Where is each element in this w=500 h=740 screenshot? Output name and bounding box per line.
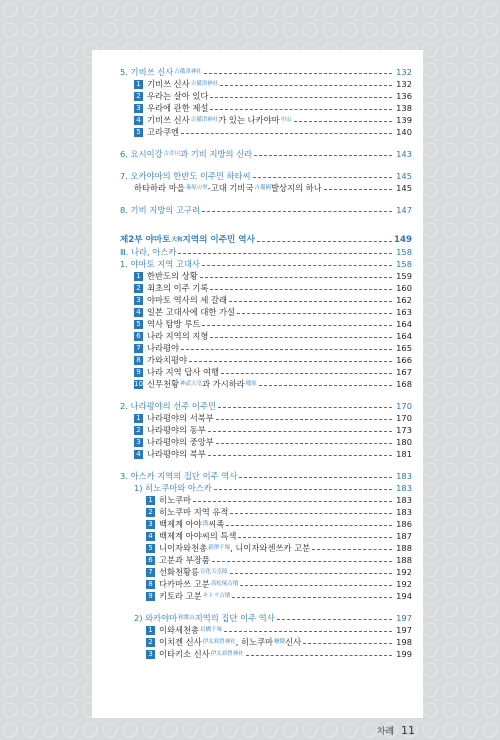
toc-entry[interactable]: [120, 636, 412, 648]
dot-leader: [238, 537, 392, 538]
entry-title: 5. 기비쓰 신사: [120, 67, 174, 77]
entry-page-number: 183: [396, 471, 412, 481]
toc-entry[interactable]: [120, 506, 412, 518]
entry-page-number: 188: [396, 555, 412, 565]
entry-number-badge: 4: [146, 532, 155, 541]
dot-leader: [257, 241, 392, 242]
entry-hanja: 秦原の里: [185, 185, 208, 191]
toc-entry[interactable]: [120, 148, 412, 160]
entry-title-cont: , 니이자와센쓰카 고분: [230, 543, 311, 553]
dot-leader: [312, 549, 392, 550]
entry-page-number: 194: [396, 591, 412, 601]
entry-title: 최초의 이주 기록: [147, 283, 209, 293]
dot-leader: [202, 211, 392, 212]
entry-number-badge: 1: [146, 496, 155, 505]
entry-number-badge: 10: [134, 379, 143, 388]
toc-entry[interactable]: [120, 204, 412, 216]
entry-page-number: 158: [396, 247, 412, 257]
entry-number-badge: 5: [134, 128, 143, 137]
entry-number-badge: 4: [134, 450, 143, 459]
entry-number-badge: 3: [146, 520, 155, 529]
entry-page-number: 183: [396, 495, 412, 505]
entry-hanja: 吉井川: [163, 151, 181, 157]
entry-hanja: 伊太祁曾神社: [210, 651, 244, 657]
entry-title: 고분과 부장품: [159, 555, 210, 565]
dot-leader: [239, 477, 392, 478]
dot-leader: [230, 513, 392, 514]
toc-entry[interactable]: [120, 342, 412, 354]
entry-page-number: 192: [396, 579, 412, 589]
entry-title: 8. 기비 지방의 고구려: [120, 205, 200, 215]
toc-entry[interactable]: [120, 378, 412, 390]
entry-title: 니이자와천총: [159, 543, 208, 553]
entry-page-number: 159: [396, 271, 412, 281]
entry-page-number: 132: [396, 79, 412, 89]
entry-title-cont: , 히노쿠마: [235, 637, 274, 647]
entry-number-badge: 2: [146, 638, 155, 647]
toc-entry[interactable]: [120, 170, 412, 182]
dot-leader: [202, 325, 392, 326]
entry-title: 다카마쓰 고분: [159, 579, 210, 589]
page-number: 11: [401, 724, 415, 737]
entry-hanja: 伊太祁曾神社: [202, 639, 236, 645]
toc-entry[interactable]: [120, 436, 412, 448]
footer-label: 차례: [376, 727, 395, 737]
entry-title: 나라평야의 서북부: [147, 413, 214, 423]
dot-leader: [218, 407, 392, 408]
entry-title: 우라는 살아 있다: [147, 91, 209, 101]
entry-page-number: 163: [396, 307, 412, 317]
entry-page-number: 145: [396, 171, 412, 181]
entry-title: 백제계 아야: [159, 519, 202, 529]
entry-page-number: 158: [396, 259, 412, 269]
entry-number-badge: 8: [134, 356, 143, 365]
entry-page-number: 138: [396, 103, 412, 113]
toc-entry[interactable]: [120, 470, 412, 482]
entry-page-number: 188: [396, 543, 412, 553]
dot-leader: [303, 643, 392, 644]
entry-title-cont: 신사: [285, 637, 302, 647]
dot-leader: [220, 85, 392, 86]
toc-entry[interactable]: [120, 114, 412, 126]
entry-number-badge: 1: [134, 414, 143, 423]
entry-title: 가와치평야: [147, 355, 188, 365]
page-footer: [377, 724, 415, 737]
entry-title-cont: 씨족: [208, 519, 225, 529]
entry-title: 역사 탐방 루트: [147, 319, 201, 329]
toc-entry[interactable]: [120, 66, 412, 78]
dot-leader: [181, 349, 392, 350]
entry-page-number: 197: [396, 625, 412, 635]
entry-title: 히노쿠마: [159, 495, 192, 505]
entry-title: 하타하라 마을: [134, 183, 185, 193]
spacer: [120, 460, 412, 470]
entry-number-badge: 1: [146, 626, 155, 635]
dot-leader: [277, 619, 392, 620]
toc-entry[interactable]: [120, 448, 412, 460]
entry-page-number: 147: [396, 205, 412, 215]
toc-entry[interactable]: [120, 318, 412, 330]
entry-title: 나라평야의 중앙부: [147, 437, 214, 447]
entry-title: 나라 지역 답사 여행: [147, 367, 220, 377]
entry-page-number: 183: [396, 483, 412, 493]
entry-title: 3. 아스카 지역의 집단 이주 역사: [120, 471, 238, 481]
entry-hanja: 橿原: [245, 381, 257, 387]
dot-leader: [216, 419, 392, 420]
spacer: [120, 602, 412, 612]
entry-number-badge: 2: [134, 284, 143, 293]
entry-title: 1) 히노쿠마와 아스카: [134, 483, 212, 493]
toc-entry[interactable]: [120, 282, 412, 294]
entry-title: 6. 요시이강: [120, 149, 163, 159]
dot-leader: [210, 109, 392, 110]
dot-leader: [193, 501, 392, 502]
entry-number-badge: 1: [134, 80, 143, 89]
dot-leader: [210, 337, 392, 338]
dot-leader: [204, 73, 392, 74]
entry-title: 히노쿠마 지역 유적: [159, 507, 229, 517]
entry-title: 야마토 역사의 세 갈래: [147, 295, 228, 305]
entry-page-number: 173: [396, 425, 412, 435]
toc-entry[interactable]: [120, 530, 412, 542]
entry-number-badge: 6: [146, 556, 155, 565]
spacer: [120, 160, 412, 170]
dot-leader: [212, 561, 392, 562]
dot-leader: [294, 121, 392, 122]
dot-leader: [216, 443, 392, 444]
spacer: [120, 194, 412, 204]
entry-number-badge: 1: [134, 272, 143, 281]
entry-hanja: 高松塚古墳: [210, 581, 239, 587]
entry-page-number: 160: [396, 283, 412, 293]
spacer: [120, 390, 412, 400]
entry-title: 이와세천총: [159, 625, 200, 635]
toc-entry[interactable]: [120, 294, 412, 306]
table-of-contents: [120, 66, 412, 660]
entry-number-badge: 7: [146, 568, 155, 577]
toc-entry[interactable]: [120, 624, 412, 636]
entry-number-badge: 3: [134, 438, 143, 447]
entry-page-number: 162: [396, 295, 412, 305]
entry-title: 신무천황: [147, 379, 180, 389]
entry-number-badge: 9: [146, 592, 155, 601]
entry-page-number: 149: [394, 235, 412, 245]
entry-page-number: 164: [396, 331, 412, 341]
entry-hanja: キトラ古墳: [202, 593, 231, 599]
entry-title: 고라쿠엔: [147, 127, 180, 137]
entry-title: 선화천황릉: [159, 567, 200, 577]
dot-leader: [240, 585, 392, 586]
toc-entry[interactable]: [120, 258, 412, 270]
entry-number-badge: 4: [134, 116, 143, 125]
entry-page-number: 181: [396, 449, 412, 459]
dot-leader: [230, 573, 392, 574]
entry-title-cont: 지역의 이주민 역사: [182, 235, 255, 245]
entry-hanja: 吉備國: [254, 185, 271, 191]
dot-leader: [178, 253, 392, 254]
entry-title: 키토라 고분: [159, 591, 202, 601]
entry-title-cont: 지역의 집단 이주 역사: [194, 613, 275, 623]
entry-page-number: 165: [396, 343, 412, 353]
toc-entry[interactable]: [120, 354, 412, 366]
dot-leader: [246, 655, 392, 656]
entry-page-number: 139: [396, 115, 412, 125]
dot-leader: [232, 597, 392, 598]
entry-title: 나라평야의 동부: [147, 425, 206, 435]
entry-number-badge: 5: [146, 544, 155, 553]
dot-leader: [259, 385, 392, 386]
dot-leader: [208, 455, 392, 456]
toc-entry[interactable]: [120, 482, 412, 494]
entry-page-number: 170: [396, 401, 412, 411]
entry-number-badge: 5: [134, 320, 143, 329]
dot-leader: [226, 525, 392, 526]
toc-entry[interactable]: [120, 366, 412, 378]
dot-leader: [200, 277, 392, 278]
entry-page-number: 187: [396, 531, 412, 541]
entry-page-number: 192: [396, 567, 412, 577]
entry-page-number: 199: [396, 649, 412, 659]
entry-title: 백제계 아야씨의 특색: [159, 531, 237, 541]
entry-page-number: 186: [396, 519, 412, 529]
entry-page-number: 145: [396, 183, 412, 193]
dot-leader: [253, 177, 392, 178]
dot-leader: [189, 361, 392, 362]
toc-entry[interactable]: [120, 126, 412, 138]
toc-entry[interactable]: [120, 306, 412, 318]
entry-hanja: 吉備津神社: [174, 69, 202, 75]
dot-leader: [237, 313, 392, 314]
entry-title: 일본 고대사에 대한 가설: [147, 307, 236, 317]
entry-hanja: 中山: [280, 117, 292, 123]
dot-leader: [214, 489, 392, 490]
entry-page-number: 170: [396, 413, 412, 423]
entry-number-badge: 2: [146, 508, 155, 517]
dot-leader: [224, 631, 392, 632]
entry-hanja: 吉備津神社: [190, 117, 219, 123]
entry-page-number: 197: [396, 613, 412, 623]
dot-leader: [210, 289, 392, 290]
entry-hanja: 和歌山: [178, 615, 195, 621]
entry-number-badge: 9: [134, 368, 143, 377]
entry-title: 나라평야: [147, 343, 180, 353]
book-page: [92, 50, 423, 718]
dot-leader: [254, 155, 392, 156]
entry-page-number: 198: [396, 637, 412, 647]
entry-number-badge: 3: [146, 650, 155, 659]
toc-entry[interactable]: [120, 102, 412, 114]
entry-page-number: 183: [396, 507, 412, 517]
entry-title: 이치젠 신사: [159, 637, 202, 647]
toc-entry[interactable]: [120, 90, 412, 102]
entry-title: 기비쓰 신사: [147, 115, 190, 125]
toc-entry[interactable]: [120, 330, 412, 342]
toc-entry[interactable]: [120, 78, 412, 90]
entry-number-badge: 4: [134, 308, 143, 317]
entry-number-badge: 2: [134, 92, 143, 101]
toc-entry[interactable]: [120, 648, 412, 660]
toc-entry[interactable]: [120, 234, 412, 246]
entry-hanja: 檜隈: [274, 639, 286, 645]
entry-number-badge: 2: [134, 426, 143, 435]
toc-entry[interactable]: [120, 554, 412, 566]
entry-hanja: 神武天皇: [180, 381, 203, 387]
dot-leader: [221, 373, 392, 374]
entry-page-number: 140: [396, 127, 412, 137]
entry-title: 한반도의 상황: [147, 271, 198, 281]
toc-entry[interactable]: [120, 400, 412, 412]
entry-page-number: 164: [396, 319, 412, 329]
entry-number-badge: 3: [134, 296, 143, 305]
entry-hanja: 漢: [202, 521, 209, 527]
entry-hanja: 大和: [171, 237, 183, 243]
toc-entry[interactable]: [120, 612, 412, 624]
toc-entry[interactable]: [120, 578, 412, 590]
entry-hanja: 新澤千塚: [208, 545, 231, 551]
entry-hanja: 岩橋千塚: [200, 627, 223, 633]
dot-leader: [202, 265, 392, 266]
entry-title: 7. 오카야마의 한반도 이주민 하타씨: [120, 171, 251, 181]
entry-title: 나라평야의 북부: [147, 449, 206, 459]
toc-entry[interactable]: [120, 412, 412, 424]
entry-title-cont: 과 가시하라: [202, 379, 245, 389]
toc-entry[interactable]: [120, 246, 412, 258]
toc-entry[interactable]: [120, 566, 412, 578]
toc-entry[interactable]: [120, 182, 412, 194]
dot-leader: [210, 97, 392, 98]
toc-entry[interactable]: [120, 270, 412, 282]
entry-title-cont: 가 있는 나카야마: [218, 115, 280, 125]
toc-entry[interactable]: [120, 590, 412, 602]
entry-page-number: 168: [396, 379, 412, 389]
dot-leader: [208, 431, 392, 432]
entry-page-number: 143: [396, 149, 412, 159]
toc-entry[interactable]: [120, 542, 412, 554]
entry-title-cont: 과 기비 지방의 신라: [180, 149, 253, 159]
entry-title-cont: -고대 기비국: [207, 183, 254, 193]
entry-title: 이타키소 신사: [159, 649, 210, 659]
entry-page-number: 166: [396, 355, 412, 365]
entry-page-number: 136: [396, 91, 412, 101]
toc-entry[interactable]: [120, 424, 412, 436]
spacer: [120, 216, 412, 234]
entry-hanja: 宣化天皇陵: [200, 569, 228, 575]
entry-title: Ⅲ. 나라, 아스카: [120, 247, 177, 257]
entry-title: 2. 나라평야의 선주 이주민: [120, 401, 216, 411]
entry-title: 1. 야마토 지역 고대사: [120, 259, 200, 269]
entry-title: 나라 지역의 지형: [147, 331, 209, 341]
entry-title: 우라에 관한 제설: [147, 103, 209, 113]
dot-leader: [181, 133, 392, 134]
entry-page-number: 167: [396, 367, 412, 377]
spacer: [120, 138, 412, 148]
entry-number-badge: 3: [134, 104, 143, 113]
entry-title-cont: 발상지의 하나: [270, 183, 322, 193]
dot-leader: [229, 301, 392, 302]
entry-number-badge: 8: [146, 580, 155, 589]
entry-title: 2) 와카야마: [134, 613, 178, 623]
entry-page-number: 132: [396, 67, 412, 77]
dot-leader: [324, 189, 392, 190]
entry-number-badge: 7: [134, 344, 143, 353]
entry-title: 제2부 야마토: [120, 235, 171, 245]
entry-page-number: 180: [396, 437, 412, 447]
entry-title: 기비쓰 신사: [147, 79, 190, 89]
toc-entry[interactable]: [120, 494, 412, 506]
toc-entry[interactable]: [120, 518, 412, 530]
entry-hanja: 吉備津神社: [190, 81, 219, 87]
entry-number-badge: 6: [134, 332, 143, 341]
